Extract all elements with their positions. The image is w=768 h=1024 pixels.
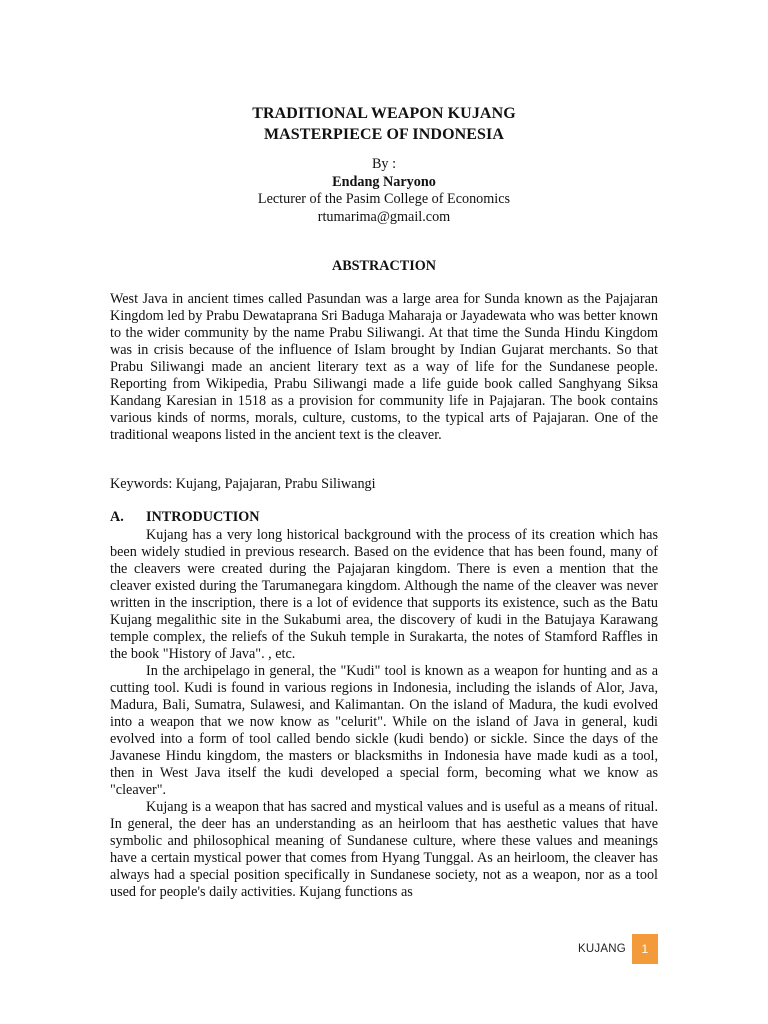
section-number: A.	[110, 509, 124, 525]
paragraph: Kujang is a weapon that has sacred and mystical values and is useful as a means of ritual. In general, the deer has an understanding as an heirloom that has aesthetic values that have symbolic and philosophical meaning of Sundanese culture, where these values and meanings have a certain mystical power that comes from Hyang Tunggal. As an heirloom, the cleaver has always had a special position specifically in Sundanese society, not as a weapon, nor as a tool used for people's daily activities. Kujang functions as	[110, 799, 658, 900]
page-footer	[578, 934, 658, 964]
paragraph: In the archipelago in general, the "Kudi" tool is known as a weapon for hunting and as a cutting tool. Kudi is found in various regions in Indonesia, including the islands of Alor, Java, Madura, Bali, Sumatra, Sulawesi, and Kalimantan. On the island of Madura, the kudi evolved into a weapon that we now know as "celurit". While on the island of Java in general, kudi evolved into a form of tool called bendo sickle (kudi bendo) or sickle. Since the days of the Javanese Hindu kingdom, the masters or blacksmiths in Indonesia have made kudi as a tool, then in West Java itself the kudi developed a special form, becoming what we know as "cleaver".	[110, 663, 658, 798]
footer-label: KUJANG	[578, 943, 626, 955]
document-title	[0, 103, 768, 145]
abstract-heading: ABSTRACTION	[331, 258, 437, 274]
author-email: rtumarima@gmail.com	[317, 208, 451, 225]
page-number-badge: 1	[632, 934, 658, 964]
author-name: Endang Naryono	[332, 173, 436, 190]
author-affiliation: Lecturer of the Pasim College of Economics	[257, 191, 511, 207]
section-heading	[110, 509, 260, 526]
keywords: Keywords: Kujang, Pajajaran, Prabu Siliwangi	[110, 476, 376, 492]
by-label: By :	[371, 156, 397, 172]
title-line-1: TRADITIONAL WEAPON KUJANG	[252, 105, 516, 122]
author-block	[0, 156, 768, 226]
paragraph: Kujang has a very long historical background with the process of its creation which has been widely studied in previous research. Based on the evidence that has been found, many of the cleavers were created during the Pajajaran kingdom. There is even a mention that the cleaver existed during the Tarumanegara kingdom. Although the name of the cleaver was never written in the inscription, there is a lot of evidence that supports its existence, such as the Batu Kujang megalithic site in the Sukabumi area, the discovery of kudi in the Batujaya Karawang temple complex, the reliefs of the Sukuh temple in Surakarta, the notes of Stamford Raffles in the book "History of Java". , etc.	[110, 527, 658, 662]
introduction-body	[110, 527, 658, 901]
section-title: INTRODUCTION	[146, 509, 260, 525]
title-line-2: MASTERPIECE OF INDONESIA	[263, 126, 505, 143]
abstract-text: West Java in ancient times called Pasundan was a large area for Sunda known as the Pajajaran Kingdom led by Prabu Dewataprana Sri Baduga Maharaja or Jayadewata who was better known to the wider community by the name Prabu Siliwangi. At that time the Sunda Hindu Kingdom was in crisis because of the influence of Islam brought by Indian Gujarat merchants. So that Prabu Siliwangi made an ancient literary text as a way of life for the Sundanese people. Reporting from Wikipedia, Prabu Siliwangi made a life guide book called Sanghyang Siksa Kandang Karesian in 1518 as a provision for community life in Pajajaran. The book contains various kinds of norms, morals, culture, customs, to the typical arts of Pajajaran. One of the traditional weapons listed in the ancient text is the cleaver.	[110, 291, 658, 443]
